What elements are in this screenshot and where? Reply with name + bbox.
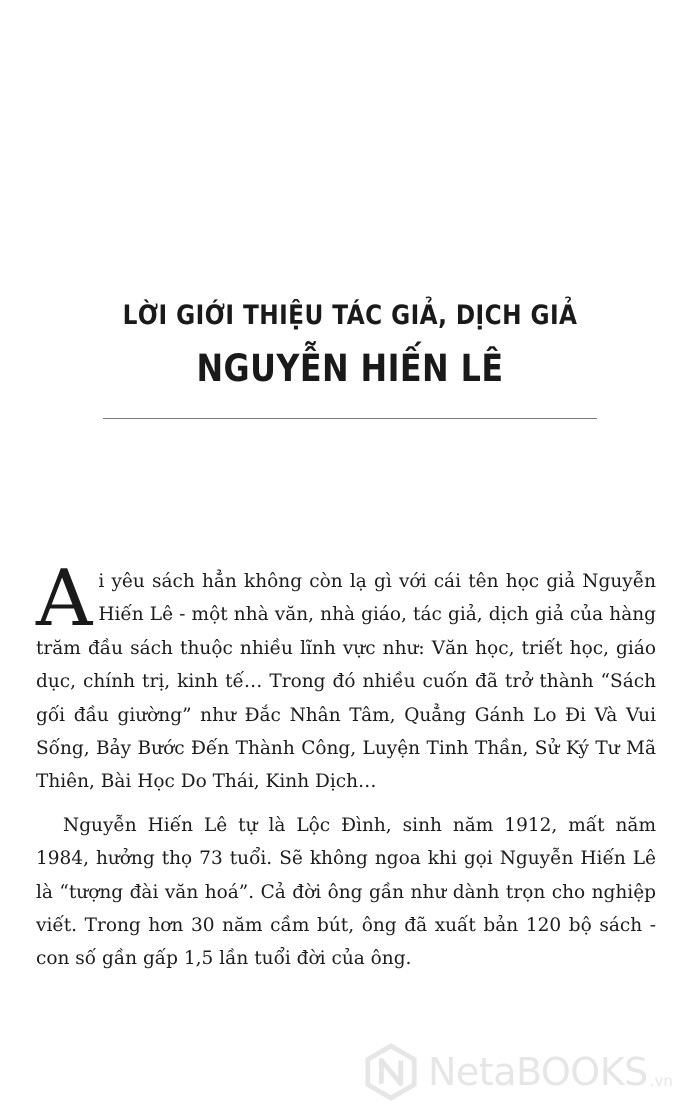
body-text bbox=[36, 554, 656, 976]
watermark bbox=[362, 1040, 692, 1104]
drop-cap: A bbox=[36, 554, 93, 644]
neta-logo-icon bbox=[362, 1043, 420, 1101]
title-divider bbox=[103, 418, 597, 419]
paragraph-2: Nguyễn Hiến Lê tự là Lộc Đình, sinh năm 1912, mất năm 1984, hưởng thọ 73 tuổi. Sẽ không ngoa khi gọi Nguyễn Hiến Lê là “tượng đài văn hoá”. Cả đời ông gần như dành trọn cho nghiệp viết. Trong hơn 30 năm cầm bút, ông đã xuất bản 120 bộ sách - con số gần gấp 1,5 lần tuổi đời của ông. bbox=[36, 814, 656, 970]
title-line-1: LỜI GIỚI THIỆU TÁC GIẢ, DỊCH GIẢ bbox=[122, 300, 578, 331]
title-line-2: NGUYỄN HIẾN LÊ bbox=[196, 347, 504, 390]
paragraph-1-text: i yêu sách hẳn không còn lạ gì với cái tên học giả Nguyễn Hiến Lê - một nhà văn, nhà giáo, tác giả, dịch giả của hàng trăm đầu sách thuộc nhiều lĩnh vực như: Văn học, triết học, giáo dục, chính trị, kinh tế… Trong đó nhiều cuốn đã trở thành “Sách gối đầu giường” như Đắc Nhân Tâm, Quẳng Gánh Lo Đi Và Vui Sống, Bảy Bước Đến Thành Công, Luyện Tinh Thần, Sử Ký Tư Mã Thiên, Bài Học Do Thái, Kinh Dịch… bbox=[36, 571, 656, 793]
watermark-tld: .vn bbox=[649, 1072, 673, 1090]
watermark-brand: NetaBOOKS bbox=[428, 1050, 648, 1094]
chapter-title bbox=[0, 296, 700, 394]
paragraph-1 bbox=[36, 554, 656, 799]
